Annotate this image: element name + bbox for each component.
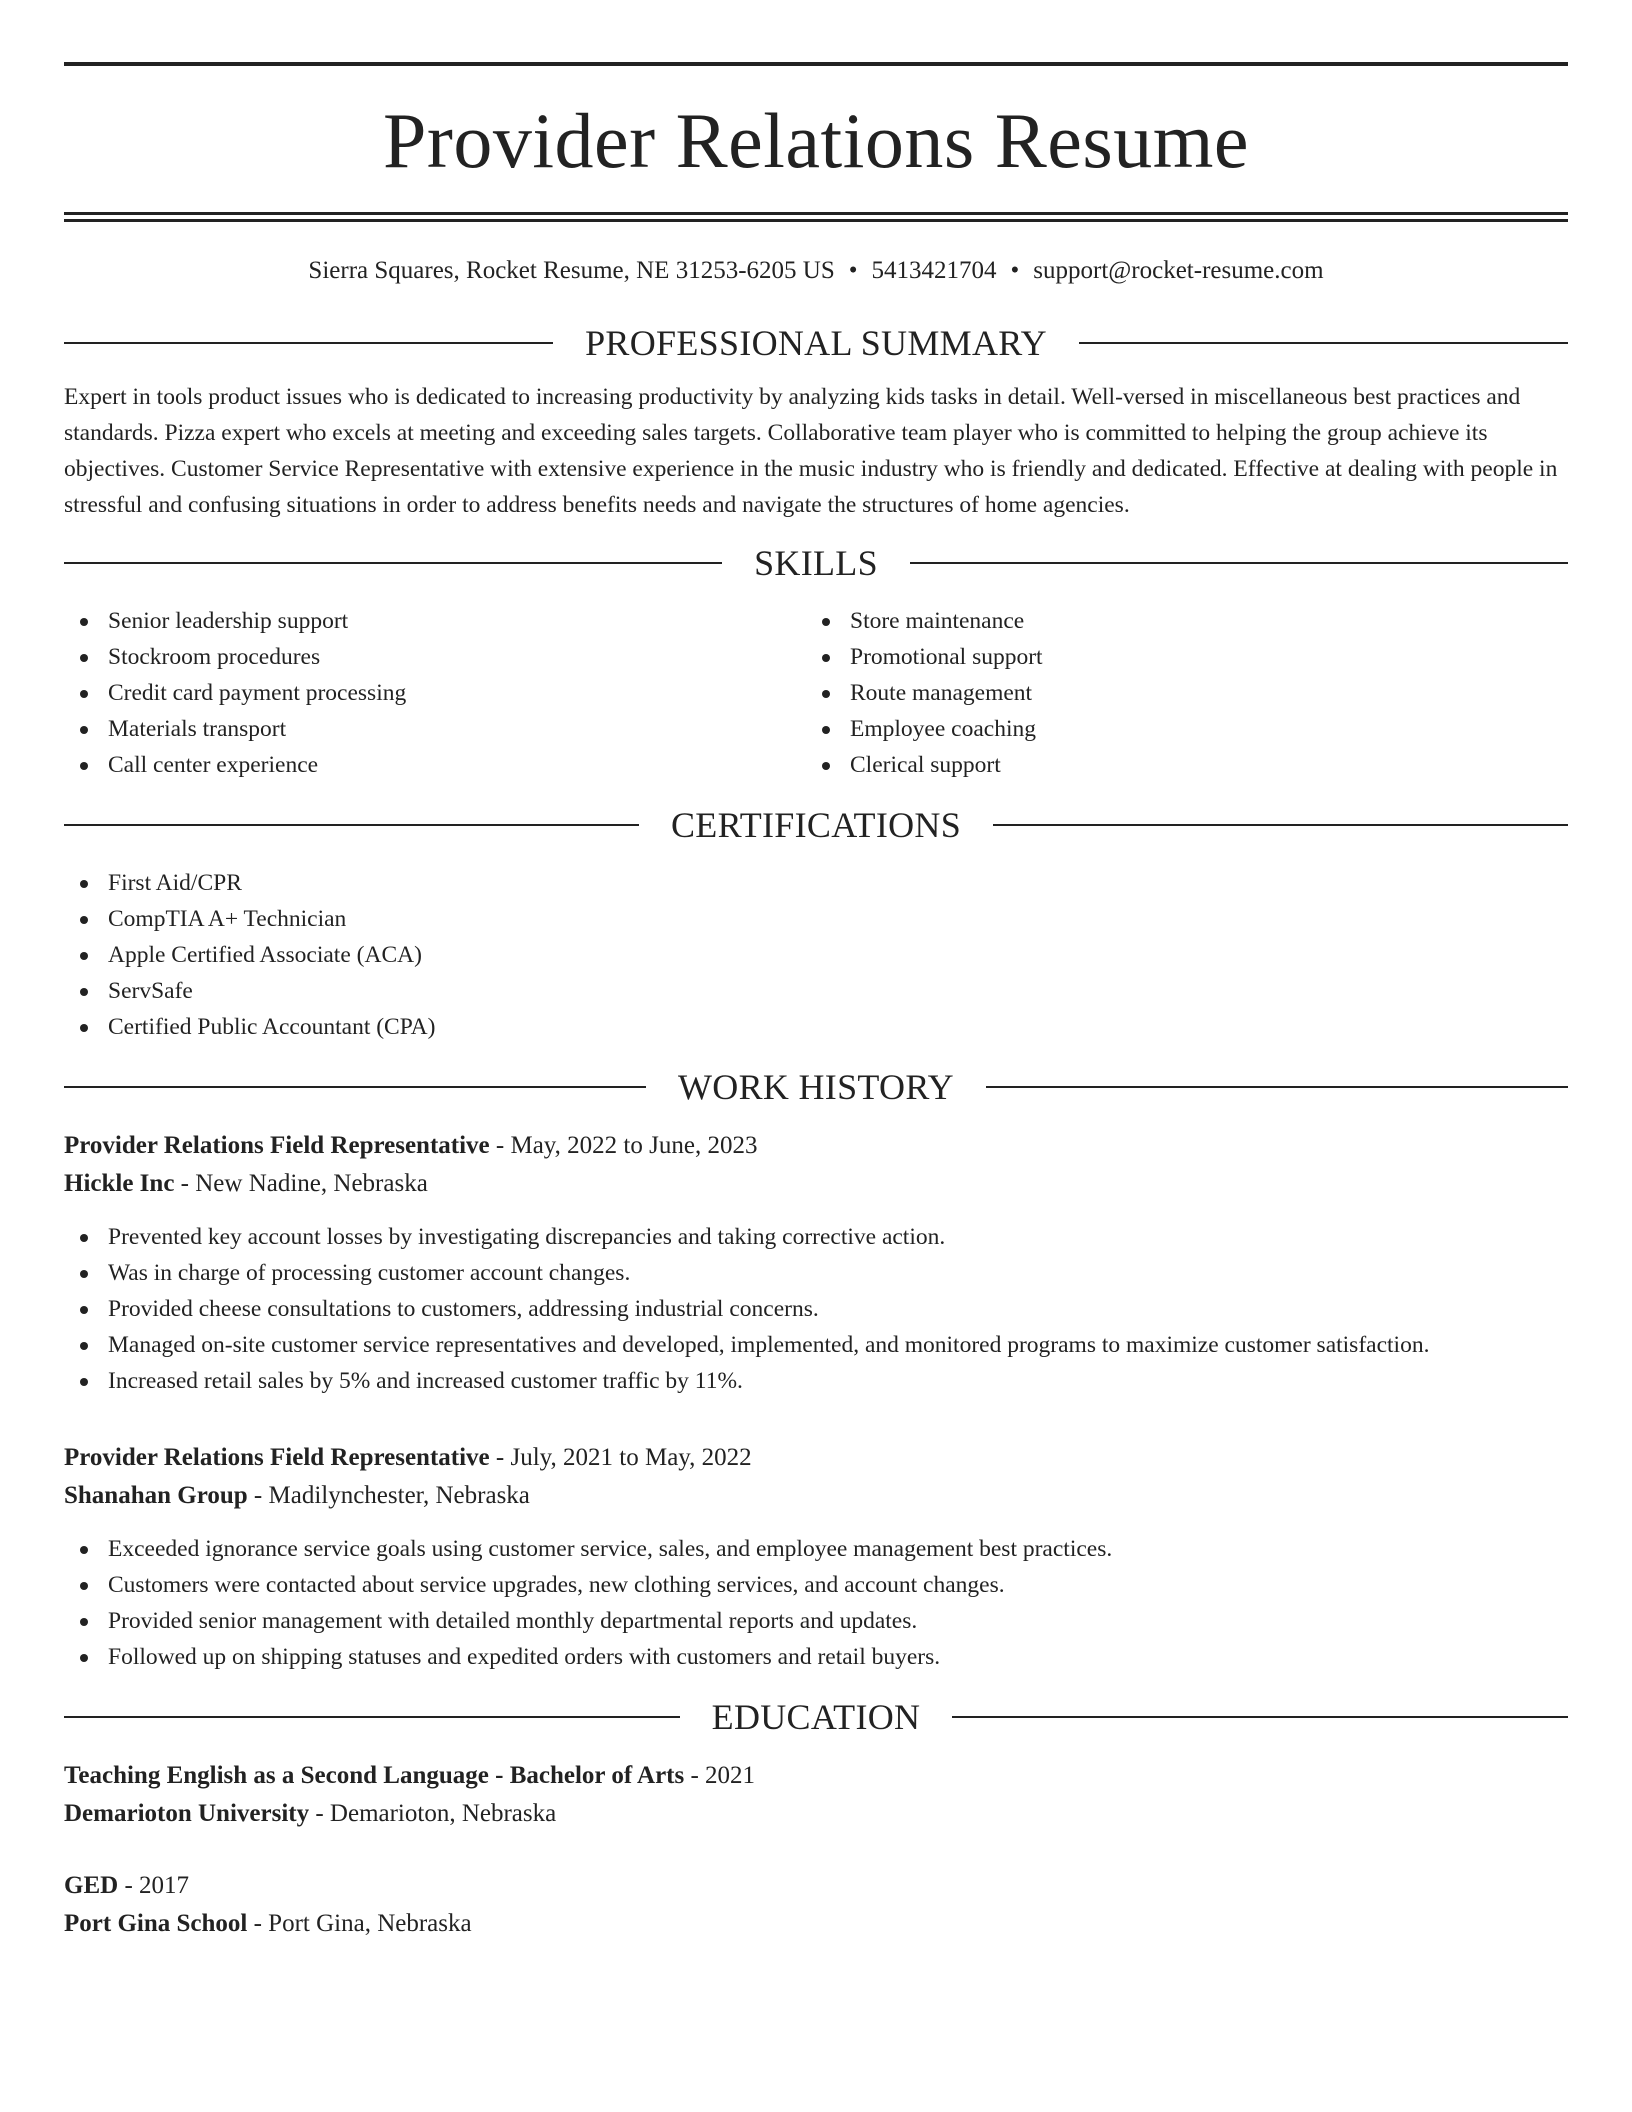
list-item: Provided cheese consultations to customers, addressing industrial concerns. <box>64 1291 1568 1327</box>
job-bullets <box>64 1531 1568 1675</box>
section-header-skills <box>64 545 1568 581</box>
job-title: Provider Relations Field Representative <box>64 1444 490 1471</box>
job-entry <box>64 1439 1568 1675</box>
section-rule <box>952 1716 1568 1718</box>
job-company: Shanahan Group <box>64 1482 248 1509</box>
education-degree-line <box>64 1757 1568 1795</box>
list-item: Exceeded ignorance service goals using customer service, sales, and employee management best practices. <box>64 1531 1568 1567</box>
section-header-work <box>64 1069 1568 1105</box>
section-rule <box>986 1086 1568 1088</box>
education-degree: Teaching English as a Second Language - Bachelor of Arts <box>64 1762 685 1789</box>
education-spacer <box>64 1833 1568 1867</box>
education-entry <box>64 1867 1568 1943</box>
section-rule <box>64 562 722 564</box>
skills-column-left <box>64 603 806 783</box>
resume-title: Provider Relations Resume <box>382 97 1250 184</box>
job-dates: - May, 2022 to June, 2023 <box>489 1132 758 1159</box>
list-item: Increased retail sales by 5% and increased customer traffic by 11%. <box>64 1363 1568 1399</box>
list-item: Route management <box>806 675 1548 711</box>
education-location: - Port Gina, Nebraska <box>247 1910 472 1937</box>
list-item: Stockroom procedures <box>64 639 806 675</box>
contact-separator: • <box>848 257 858 284</box>
list-item: Senior leadership support <box>64 603 806 639</box>
education-school: Port Gina School <box>64 1910 248 1937</box>
list-item: Call center experience <box>64 747 806 783</box>
section-header-certifications <box>64 807 1568 843</box>
education-degree: GED <box>64 1872 119 1899</box>
list-item: Provided senior management with detailed monthly departmental reports and updates. <box>64 1603 1568 1639</box>
list-item: Store maintenance <box>806 603 1548 639</box>
list-item: Managed on-site customer service representatives and developed, implemented, and monitored programs to maximize customer satisfaction. <box>64 1327 1568 1363</box>
list-item: Promotional support <box>806 639 1548 675</box>
title-double-rule <box>64 212 1568 222</box>
list-item: Customers were contacted about service upgrades, new clothing services, and account changes. <box>64 1567 1568 1603</box>
job-company: Hickle Inc <box>64 1170 175 1197</box>
section-title: EDUCATION <box>711 1697 921 1737</box>
section-title: SKILLS <box>754 543 878 583</box>
section-header-summary <box>64 325 1568 361</box>
section-rule <box>64 342 553 344</box>
list-item: ServSafe <box>64 973 1568 1009</box>
list-item: Employee coaching <box>806 711 1548 747</box>
education-location: - Demarioton, Nebraska <box>309 1800 557 1827</box>
contact-phone: 5413421704 <box>871 257 997 284</box>
education-school-line <box>64 1905 1568 1943</box>
section-rule <box>1079 342 1568 344</box>
job-company-line <box>64 1477 1568 1515</box>
list-item: Followed up on shipping statuses and expedited orders with customers and retail buyers. <box>64 1639 1568 1675</box>
list-item: CompTIA A+ Technician <box>64 901 1568 937</box>
education-entry <box>64 1757 1568 1833</box>
education-school: Demarioton University <box>64 1800 310 1827</box>
list-item: First Aid/CPR <box>64 865 1568 901</box>
list-item: Clerical support <box>806 747 1548 783</box>
contact-email: support@rocket-resume.com <box>1033 257 1324 284</box>
job-title-line <box>64 1127 1568 1165</box>
section-rule <box>910 562 1568 564</box>
section-rule <box>64 1086 646 1088</box>
job-location: - Madilynchester, Nebraska <box>247 1482 530 1509</box>
list-item: Materials transport <box>64 711 806 747</box>
job-title: Provider Relations Field Representative <box>64 1132 490 1159</box>
contact-line <box>64 258 1568 283</box>
education-year: - 2021 <box>684 1762 756 1789</box>
section-rule <box>993 824 1568 826</box>
certifications-list <box>64 865 1568 1045</box>
job-entry <box>64 1127 1568 1399</box>
section-title: WORK HISTORY <box>678 1067 954 1107</box>
list-item: Prevented key account losses by investigating discrepancies and taking corrective action. <box>64 1219 1568 1255</box>
list-item: Apple Certified Associate (ACA) <box>64 937 1568 973</box>
list-item: Credit card payment processing <box>64 675 806 711</box>
section-title: PROFESSIONAL SUMMARY <box>585 323 1047 363</box>
list-item: Certified Public Accountant (CPA) <box>64 1009 1568 1045</box>
education-degree-line <box>64 1867 1568 1905</box>
contact-address: Sierra Squares, Rocket Resume, NE 31253-6205 US <box>308 257 835 284</box>
section-header-education <box>64 1699 1568 1735</box>
education-year: - 2017 <box>118 1872 190 1899</box>
job-title-line <box>64 1439 1568 1477</box>
list-item: Was in charge of processing customer account changes. <box>64 1255 1568 1291</box>
top-rule <box>64 62 1568 66</box>
skills-list <box>64 603 1568 783</box>
skills-column-right <box>806 603 1548 783</box>
job-location: - New Nadine, Nebraska <box>174 1170 428 1197</box>
summary-text: Expert in tools product issues who is dedicated to increasing productivity by analyzing kids tasks in detail. Well-versed in miscellaneous best practices and standards. Pizza expert who excels at meeting and exceeding sales targets. Collaborative team player who is committed to helping the group achieve its objectives. Customer Service Representative with extensive experience in the music industry who is friendly and dedicated. Effective at dealing with people in stressful and confusing situations in order to address benefits needs and navigate the structures of home agencies. <box>64 384 1558 518</box>
contact-separator: • <box>1010 257 1020 284</box>
education-school-line <box>64 1795 1568 1833</box>
job-dates: - July, 2021 to May, 2022 <box>489 1444 752 1471</box>
section-rule <box>64 824 639 826</box>
job-company-line <box>64 1165 1568 1203</box>
job-spacer <box>64 1399 1568 1417</box>
section-rule <box>64 1716 680 1718</box>
job-bullets <box>64 1219 1568 1399</box>
section-title: CERTIFICATIONS <box>670 805 962 845</box>
